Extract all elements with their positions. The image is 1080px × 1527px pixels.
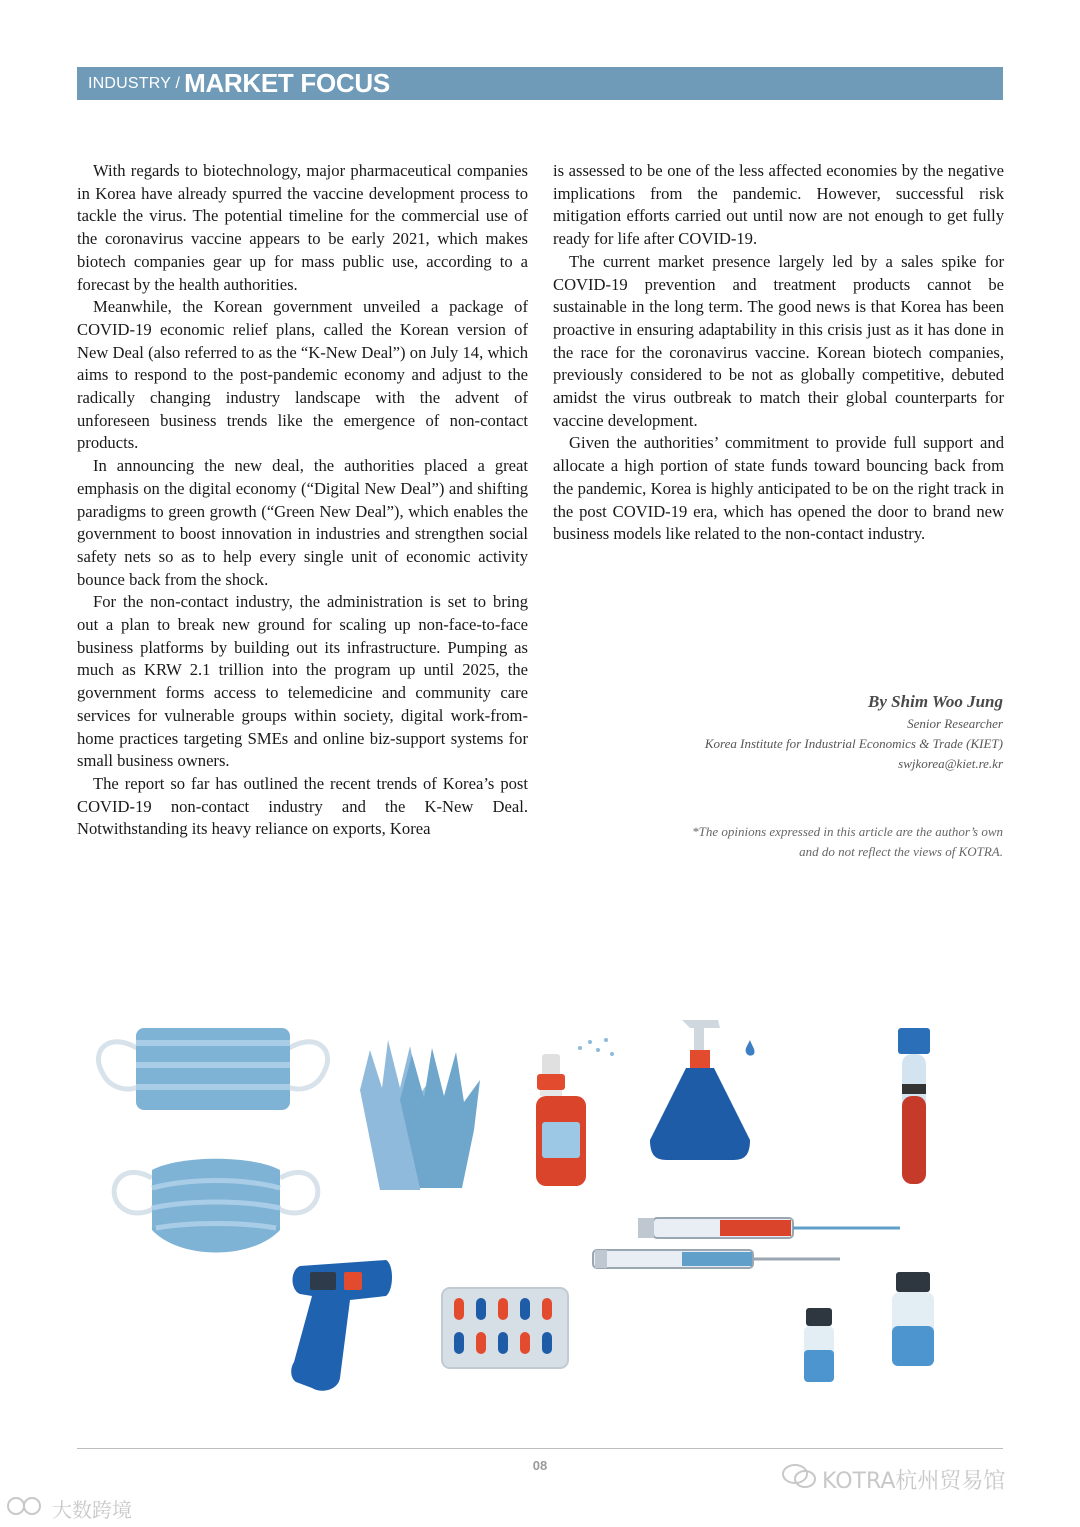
soap-dispenser-icon: [650, 1020, 755, 1160]
watermark-text: KOTRA杭州贸易馆: [822, 1468, 1006, 1494]
wechat-icon: [782, 1463, 816, 1495]
blood-test-tube-icon: [898, 1028, 930, 1184]
article-column-left: [77, 160, 528, 841]
syringe-icon: [638, 1218, 900, 1238]
author-title: Senior Researcher: [907, 716, 1003, 731]
disclaimer-line: and do not reflect the views of KOTRA.: [799, 844, 1003, 859]
article-column-right: [553, 160, 1004, 546]
disclaimer: [692, 822, 1003, 862]
paragraph: Given the authorities’ commitment to provide full support and allocate a high portion of state funds toward bouncing back from the pandemic, Korea is highly anticipated to be on the right track in the post COVID-19 era, which has opened the door to brand new business models like related to the non-contact industry.: [553, 433, 1004, 544]
thermometer-gun-icon: [291, 1260, 392, 1391]
paragraph: Meanwhile, the Korean government unveiled a package of COVID-19 economic relief plans, called the Korean version of New Deal (also referred to as the “K-New Deal”) on July 14, which aims to respond to the post-pandemic economy and adjust to the radically changing industry landscape with the advent of unforeseen business trends like the emergence of non-contact products.: [77, 297, 528, 453]
paragraph: The current market presence largely led by a sales spike for COVID-19 prevention and treatment products cannot be sustainable in the long term. The good news is that Korea has been proactive in ensuring adaptability in this crisis just as it has done in the race for the coronavirus vaccine. Korean biotech companies, previously considered to be not as globally competitive, debuted amidst the virus outbreak to match their global counterparts for vaccine development.: [553, 251, 1004, 430]
footer-divider: [77, 1448, 1003, 1449]
medical-supplies-illustration: [90, 1010, 970, 1410]
section-label: INDUSTRY /: [88, 74, 181, 92]
page-number: 08: [532, 1458, 548, 1473]
author-email[interactable]: swjkorea@kiet.re.kr: [898, 756, 1003, 771]
section-header: [77, 67, 1003, 100]
watermark-text: 大数跨境: [52, 1498, 132, 1522]
paragraph: With regards to biotechnology, major pharmaceutical companies in Korea have already spurred the vaccine development process to tackle the virus. The potential timeline for the commercial use of the coronavirus vaccine appears to be early 2021, which makes biotech companies gear up for mass public use, according to a forecast by the health authorities.: [77, 161, 528, 294]
face-mask-icon: [98, 1028, 327, 1110]
paragraph: In announcing the new deal, the authorities placed a great emphasis on the digital economy (“Digital New Deal”) and shifting paradigms to green growth (“Green New Deal”), which enables the government to boost innovation in industries and strengthen social safety nets so as to help every single unit of economic activity bounce back from the shock.: [77, 456, 528, 589]
vaccine-vial-icon: [804, 1308, 834, 1382]
syringe-icon: [593, 1250, 840, 1268]
logo-icon: [6, 1495, 46, 1522]
spray-bottle-icon: [536, 1038, 614, 1186]
vaccine-vial-icon: [892, 1272, 934, 1366]
watermark-dashu: [6, 1494, 132, 1523]
watermark-kotra: [782, 1463, 1005, 1495]
author-byline: [705, 690, 1003, 774]
author-name: By Shim Woo Jung: [868, 692, 1003, 711]
face-mask-icon: [114, 1159, 318, 1253]
section-title: MARKET FOCUS: [184, 68, 390, 98]
paragraph-continued: is assessed to be one of the less affected economies by the negative implications from the pandemic. However, successful risk mitigation efforts carried out until now are not enough to get fully ready for life after COVID-19.: [553, 161, 1004, 249]
paragraph: For the non-contact industry, the administration is set to bring out a plan to break new ground for scaling up non-face-to-face business platforms by building out its infrastructure. Pumping as much as KRW 2.1 trillion into the program up until 2025, the government forms access to telemedicine and community care services for vulnerable groups within society, digital work-from-home practices targeting SMEs and online biz-support systems for small business owners.: [77, 592, 528, 771]
author-organization: Korea Institute for Industrial Economics & Trade (KIET): [704, 736, 1003, 751]
pill-blister-pack-icon: [442, 1288, 568, 1368]
paragraph: The report so far has outlined the recent trends of Korea’s post COVID-19 non-contact industry and the K-New Deal. Notwithstanding its heavy reliance on exports, Korea: [77, 773, 528, 839]
gloves-icon: [360, 1040, 480, 1190]
disclaimer-line: *The opinions expressed in this article are the author’s own: [692, 824, 1003, 839]
